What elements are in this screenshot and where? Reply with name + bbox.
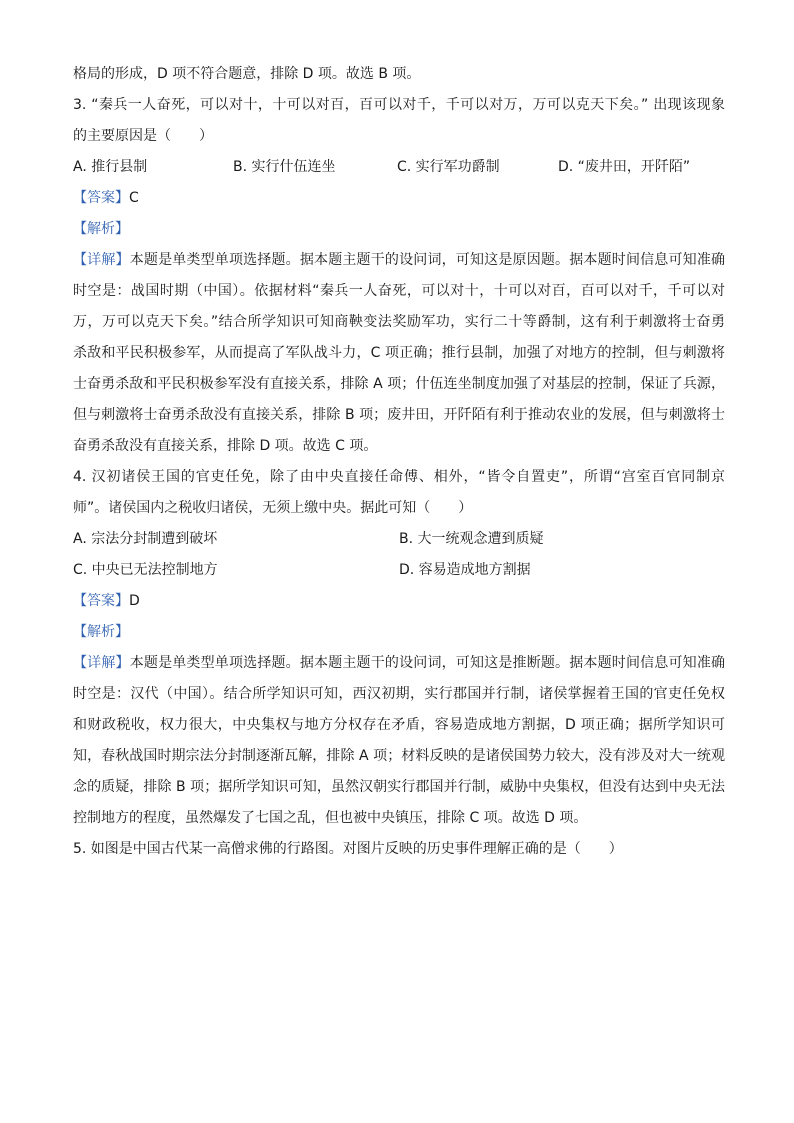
page-content [73,64,725,870]
question-3-options [73,157,725,177]
question-4-detail-line-3: 和财政税收，权力很大，中央集权与地方分权存在矛盾，容易造成地方割据，D 项正确；据所学知识可 [73,717,725,733]
question-4-stem-line-2: 师”。诸侯国内之税收归诸侯，无须上缴中央。据此可知（ ） [73,500,473,516]
question-3-answer [73,188,725,208]
answer-value: C [129,190,139,206]
option-b: B. 实行什伍连坐 [233,159,336,175]
question-5-stem: 5. 如图是中国古代某一高僧求佛的行路图。对图片反映的历史事件理解正确的是（ ） [73,841,623,857]
question-4-detail-line-5: 念的质疑，排除 B 项；据所学知识可知，虽然汉朝实行郡国并行制，威胁中央集权，但没有达到中央无法 [73,779,725,795]
option-a: A. 推行县制 [73,159,148,175]
question-4-detail-line-4: 知，春秋战国时期宗法分封制逐渐瓦解，排除 A 项；材料反映的是诸侯国势力较大，没有涉及对大一统观 [73,748,725,764]
option-d: D. 容易造成地方割据 [399,562,531,578]
question-3-stem-line-1: 3. “秦兵一人奋死，可以对十，十可以对百，百可以对千，千可以对万，万可以克天下矣。” 出现该现象 [73,97,725,113]
detail-tag: 【详解】 [73,655,130,671]
question-3-detail-line-5: 士奋勇杀敌和平民积极参军没有直接关系，排除 A 项；什伍连坐制度加强了对基层的控制，保证了兵源， [73,376,725,392]
question-4-detail-line-2: 时空是：汉代（中国）。结合所学知识可知，西汉初期，实行郡国并行制，诸侯掌握着王国的官吏任免权 [73,686,725,702]
answer-tag: 【答案】 [73,190,129,206]
answer-value: D [129,593,140,609]
question-3-detail-line-7: 奋勇杀敌没有直接关系，排除 D 项。故选 C 项。 [73,438,378,454]
question-3-detail-line-4: 杀敌和平民积极参军，从而提高了军队战斗力，C 项正确；推行县制，加强了对地方的控制，但与刺激将 [73,345,725,361]
question-3-detail-line-1 [73,250,725,270]
question-4-stem-line-1: 4. 汉初诸侯王国的官吏任免，除了由中央直接任命傅、相外，“皆令自置吏”，所谓“宫室百官同制京 [73,469,725,485]
question-4-options-row-2 [73,560,725,580]
previous-explanation-end: 格局的形成，D 项不符合题意，排除 D 项。故选 B 项。 [73,66,421,82]
answer-tag: 【答案】 [73,593,129,609]
question-4-analysis-tag: 【解析】 [73,624,129,640]
option-a: A. 宗法分封制遭到破坏 [73,531,218,547]
option-d: D. “废井田，开阡陌” [558,159,691,175]
question-3-stem-line-2: 的主要原因是（ ） [73,128,213,144]
question-3-detail-line-2: 时空是：战国时期（中国）。依据材料“秦兵一人奋死，可以对十，十可以对百，百可以对千，千可以对 [73,283,725,299]
question-3-detail-line-6: 但与刺激将士奋勇杀敌没有直接关系，排除 B 项；废井田，开阡陌有利于推动农业的发展，但与刺激将士 [73,407,725,423]
option-b: B. 大一统观念遭到质疑 [399,531,544,547]
question-3-analysis-tag: 【解析】 [73,221,129,237]
question-3-detail-line-3: 万，万可以克天下矣。”结合所学知识可知商鞅变法奖励军功，实行二十等爵制，这有利于刺激将士奋勇 [73,314,725,330]
detail-tag: 【详解】 [73,252,130,268]
option-c: C. 实行军功爵制 [397,159,500,175]
detail-text: 本题是单类型单项选择题。据本题主题干的设问词，可知这是推断题。据本题时间信息可知准确 [129,655,725,671]
question-4-options-row-1 [73,529,725,549]
option-c: C. 中央已无法控制地方 [73,562,218,578]
question-4-answer [73,591,725,611]
detail-text: 本题是单类型单项选择题。据本题主题干的设问词，可知这是原因题。据本题时间信息可知准确 [129,252,725,268]
question-4-detail-line-1 [73,653,725,673]
question-4-detail-line-6: 控制地方的程度，虽然爆发了七国之乱，但也被中央镇压，排除 C 项。故选 D 项。 [73,810,588,826]
